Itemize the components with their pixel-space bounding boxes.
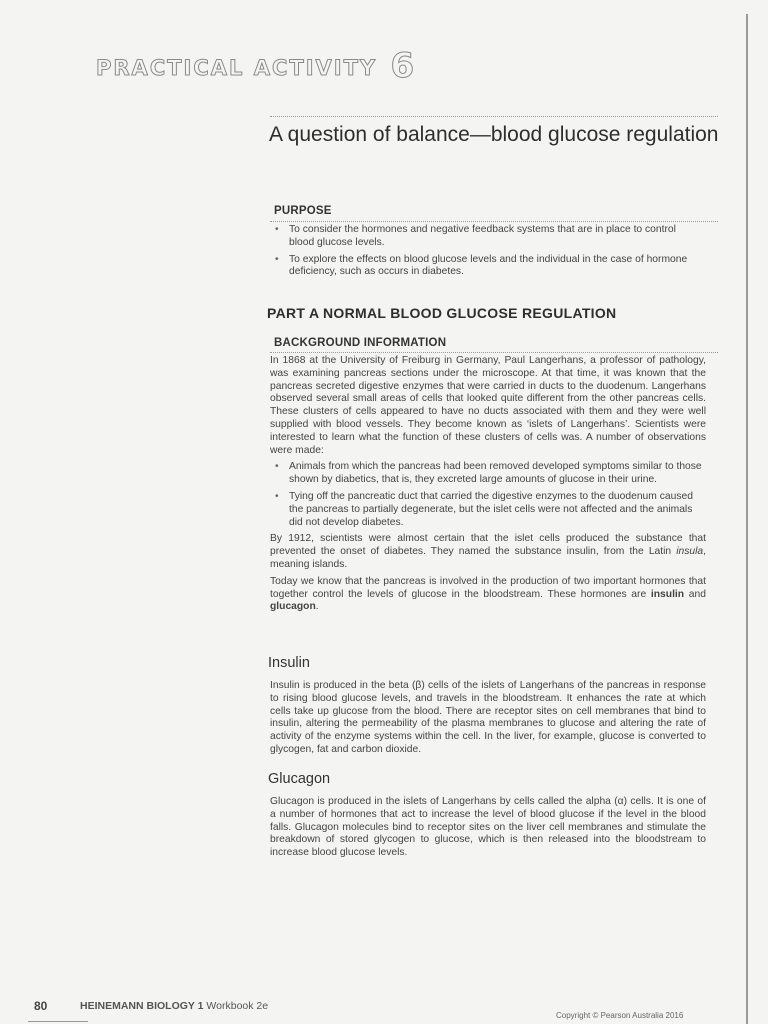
glucagon-paragraph: Glucagon is produced in the islets of Langerhans by cells called the alpha (α) cells. It is one of a number of hormones that act to increase the level of blood glucose if the level in the blood falls. Glucagon molecules bind to receptor sites on the liver cell membranes and stimulate the breakdown of stored glycogen to glucose, which is then released into the bloodstream to increase blood glucose levels. [270,796,706,859]
activity-title [96,44,416,84]
insulin-paragraph: Insulin is produced in the beta (β) cells of the islets of Langerhans of the pancreas in response to rising blood glucose levels, and travels in the bloodstream. It enhances the rate at which cells take up glucose from the blood. There are receptor sites on cell membranes that bind to insulin, altering the permeability of the plasma membranes to glucose and altering the rate of activity of the enzyme systems within the cell. In the liver, for example, glucose is converted to glycogen, fat and carbon dioxide. [270,680,706,755]
insulin-heading: Insulin [268,655,310,671]
insulin-naming-paragraph: By 1912, scientists were almost certain that the islet cells produced the substance that prevented the onset of diabetes. They named the substance insulin, from the Latin insula, meaning islands. [270,533,706,570]
book-title: HEINEMANN BIOLOGY 1 Workbook 2e [80,1000,269,1012]
purpose-item: • To explore the effects on blood glucose levels and the individual in the case of hormone deficiency, such as occurs in diabetes. [275,253,688,278]
part-a-heading: PART A NORMAL BLOOD GLUCOSE REGULATION [267,305,617,321]
bullet-icon: • [275,490,279,502]
copyright-notice: Copyright © Pearson Australia 2016 [556,1011,684,1020]
hormones-paragraph: Today we know that the pancreas is involved in the production of two important hormones that together control the levels of glucose in the bloodstream. These hormones are insulin and glucagon. [270,575,706,613]
footer-divider [28,1021,88,1022]
background-divider [270,352,718,353]
purpose-divider [270,221,718,222]
purpose-list [270,224,690,279]
bullet-icon: • [275,461,279,473]
glucagon-heading: Glucagon [268,771,331,787]
activity-number: 6 [390,46,417,86]
background-heading: BACKGROUND INFORMATION [274,337,447,349]
bullet-icon: • [275,224,279,235]
purpose-item: • To consider the hormones and negative feedback systems that are in place to control blood glucose levels. [275,224,676,248]
page-title: A question of balance—blood glucose regulation [269,123,719,146]
observation-item: • Tying off the pancreatic duct that carried the digestive enzymes to the duodenum caused the pancreas to partially degenerate, but the islet cells were not affected and the animals did not develop diabetes. [275,490,693,528]
purpose-heading: PURPOSE [274,205,332,217]
activity-label: PRACTICAL ACTIVITY [96,56,378,80]
glucagon-block [270,796,706,864]
page-number: 80 [34,999,48,1013]
observation-item: • Animals from which the pancreas had been removed developed symptoms similar to those shown by diabetics, that is, they excreted large amounts of glucose in their urine. [275,461,702,486]
insulin-block [270,680,706,761]
purpose-block [270,224,690,283]
title-divider [270,116,718,117]
background-paragraph: In 1868 at the University of Freiburg in Germany, Paul Langerhans, a professor of pathology, was examining pancreas sections under the microscope. At that time, it was known that the pancreas secreted digestive enzymes that were carried in ducts to the duodenum. Langerhans observed several small areas of cells that looked quite different from the other pancreas cells. These clusters of cells appeared to have no ducts associated with them and they were well supplied with blood vessels. They become known as ‘islets of Langerhans’. Scientists were interested to learn what the function of these clusters of cells was. A number of observations were made: [270,355,706,456]
background-block [270,355,706,618]
bullet-icon: • [275,253,279,265]
page-edge [746,14,748,1024]
observations-list [270,461,706,529]
